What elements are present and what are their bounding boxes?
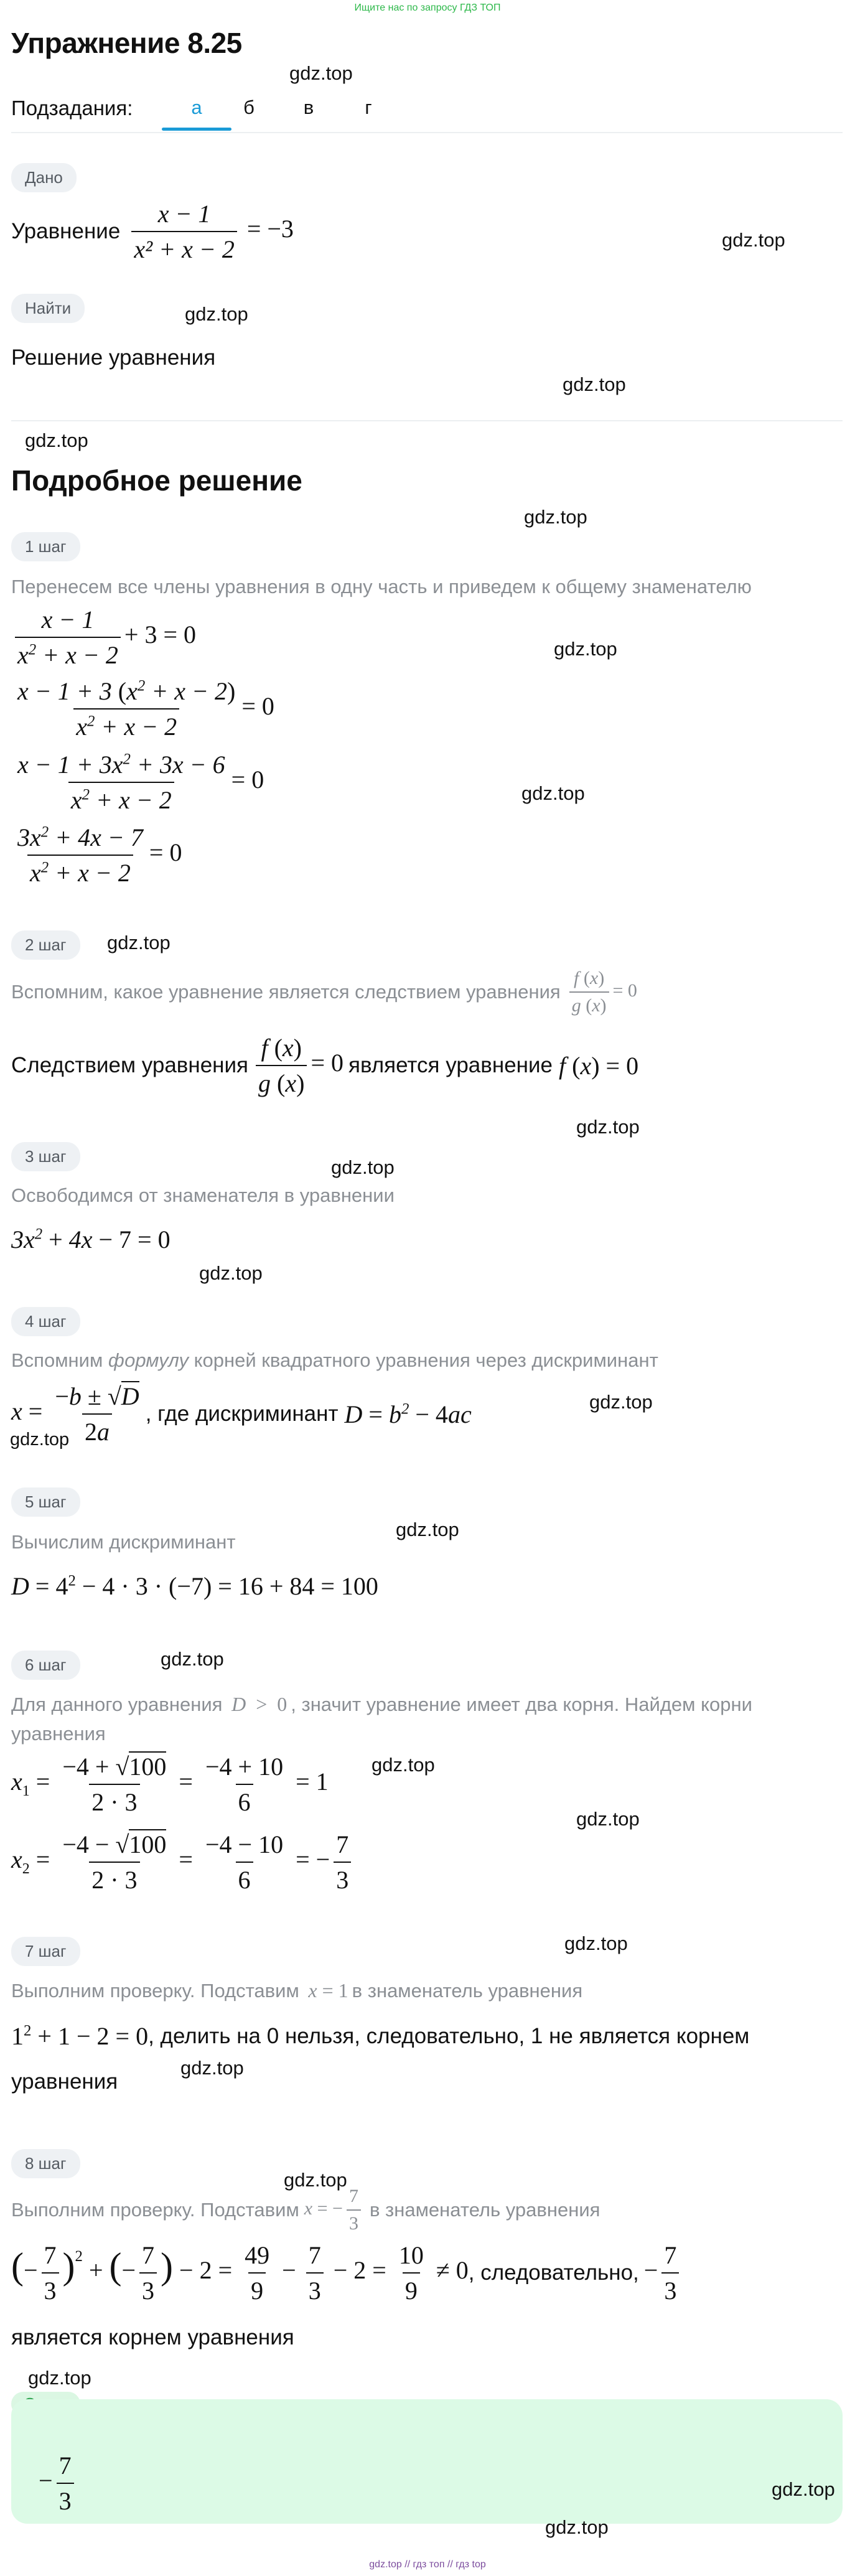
step-6-eq-1: $x_1$ = $\frac{-4 + √100}{2 \cdot 3}$ = $\frac{-4 + 10}{6}$ = 1 <box>11 1753 329 1816</box>
active-tab-indicator <box>162 128 231 131</box>
watermark: gdz.top <box>576 1116 640 1138</box>
watermark: gdz.top <box>589 1391 653 1413</box>
step-2-text-a: Следствием уравнения <box>11 1053 249 1077</box>
step-1-eq-4: $\frac{3x^2 + 4x - 7}{x^2 + x - 2}$ = 0 <box>17 823 182 887</box>
step-4-text: , где дискриминант <box>145 1402 339 1426</box>
step-2-desc: Вспомним, какое уравнение является следствием уравнения $\frac{f (x)}{g (x)}$ = 0 <box>11 968 637 1016</box>
tab-b[interactable]: б <box>243 96 255 118</box>
given-denominator: x² + x − 2 <box>131 231 236 264</box>
divider <box>11 420 843 421</box>
footer: gdz.top // гдз топ // гдз top <box>369 2559 486 2570</box>
subtasks-label: Подзадания: <box>11 96 133 119</box>
watermark: gdz.top <box>25 429 88 451</box>
step-8-desc-a: Выполним проверку. Подставим <box>11 2199 299 2221</box>
watermark: gdz.top <box>521 782 585 804</box>
step-1-eq-1: $\frac{x - 1}{x^2 + x - 2}$ + 3 = 0 <box>11 605 196 670</box>
step-3-chip: 3 шаг <box>11 1142 80 1171</box>
step-4-desc-b: корней квадратного уравнения через дискриминант <box>188 1349 658 1371</box>
step-6-desc: Для данного уравнения D > 0 , значит уравнение имеет два корня. Найдем корни <box>11 1693 752 1715</box>
watermark: gdz.top <box>722 229 785 251</box>
page-title: Упражнение 8.25 <box>11 27 242 59</box>
watermark: gdz.top <box>524 506 587 528</box>
step-8-chip: 8 шаг <box>11 2149 80 2178</box>
step-7-desc-b: в знаменатель уравнения <box>352 1980 583 2002</box>
solution-title: Подробное решение <box>11 464 302 497</box>
step-2-statement: Следствием уравнения $\frac{f (x)}{g (x)}$ = 0 является уравнение f (x) = 0 <box>11 1034 639 1097</box>
step-7-desc: Выполним проверку. Подставим x = 1 в знаменатель уравнения <box>11 1979 583 2002</box>
given-chip: Дано <box>11 163 77 192</box>
watermark: gdz.top <box>180 2057 244 2079</box>
watermark: gdz.top <box>371 1754 435 1776</box>
step-7-text-b: уравнения <box>11 2069 118 2094</box>
step-8-desc: Выполним проверку. Подставим x = − $\frac{7}{3}$ в знаменатель уравнения <box>11 2186 600 2234</box>
watermark: gdz.top <box>331 1156 395 1178</box>
step-3-desc: Освободимся от знаменателя в уравнении <box>11 1184 395 1206</box>
tab-v[interactable]: в <box>303 96 314 118</box>
step-1-chip: 1 шаг <box>11 532 80 561</box>
find-text: Решение уравнения <box>11 345 216 370</box>
watermark: gdz.top <box>576 1808 640 1830</box>
step-6-desc-b: , значит уравнение имеет два корня. Найдем корни <box>291 1693 752 1715</box>
step-1-eq-2: $\frac{x - 1 + 3 (x^2 + x - 2)}{x^2 + x - 2}$ = 0 <box>17 677 274 741</box>
watermark: gdz.top <box>772 2478 835 2500</box>
step-7-desc-a: Выполним проверку. Подставим <box>11 1980 299 2002</box>
step-6-eq-2: $x_2$ = $\frac{-4 - √100}{2 \cdot 3}$ = $\frac{-4 - 10}{6}$ = − $\frac{7}{3}$ <box>11 1830 355 1895</box>
find-chip: Найти <box>11 294 85 323</box>
answer-value: − $\frac{7}{3}$ <box>39 2451 78 2516</box>
step-2-desc-text: Вспомним, какое уравнение является следствием уравнения <box>11 981 561 1003</box>
divider <box>11 132 843 133</box>
step-6-desc-c: уравнения <box>11 1723 106 1745</box>
step-5-chip: 5 шаг <box>11 1487 80 1517</box>
step-4-desc-a: Вспомним <box>11 1349 108 1371</box>
step-8-text-b: является корнем уравнения <box>11 2325 294 2349</box>
step-8-text-a: , следовательно, <box>468 2260 639 2285</box>
watermark: gdz.top <box>563 373 626 395</box>
step-1-eq-3: $\frac{x - 1 + 3x^2 + 3x - 6}{x^2 + x - 2}$ = 0 <box>17 751 264 814</box>
watermark: gdz.top <box>396 1519 459 1540</box>
answer-box <box>11 2399 843 2524</box>
step-4-chip: 4 шаг <box>11 1307 80 1336</box>
step-2-text-b: является уравнение <box>348 1053 553 1077</box>
given-rhs: = −3 <box>246 215 294 243</box>
step-7-statement: $1^2 + 1 - 2 = 0$ , делить на 0 нельзя, следовательно, 1 не является корнем <box>11 2022 750 2050</box>
step-4-desc-em: формулу <box>108 1349 189 1371</box>
step-8-statement: (− $\frac{7}{3}$ )$^2$ + (− $\frac{7}{3}$ ) − 2 = $\frac{49}{9}$ − $\frac{7}{3}$ − 2 = $\frac{10}{9}$ ≠ 0 , следовательно, − $\frac{7}{3}$ <box>11 2241 683 2305</box>
top-banner: Ищите нас по запросу ГДЗ ТОП <box>354 2 501 13</box>
step-6-chip: 6 шаг <box>11 1651 80 1680</box>
step-4-formula: x = $\frac{-b \pm √D}{2a}$ , где дискриминант $D = b^2 - 4ac$ <box>11 1382 472 1446</box>
step-8-desc-b: в знаменатель уравнения <box>369 2199 600 2221</box>
step-6-desc-a: Для данного уравнения <box>11 1693 223 1715</box>
tab-a[interactable]: а <box>191 96 202 118</box>
step-5-desc: Вычислим дискриминант <box>11 1531 236 1553</box>
watermark: gdz.top <box>185 303 248 325</box>
watermark: gdz.top <box>284 2169 347 2191</box>
watermark: gdz.top <box>28 2367 91 2389</box>
watermark: gdz.top <box>10 1430 70 1450</box>
watermark: gdz.top <box>545 2516 609 2538</box>
watermark: gdz.top <box>161 1648 224 1670</box>
watermark: gdz.top <box>554 638 617 660</box>
step-2-chip: 2 шаг <box>11 930 80 960</box>
tab-g[interactable]: г <box>365 96 372 118</box>
step-1-desc: Перенесем все члены уравнения в одну часть и приведем к общему знаменателю <box>11 576 752 597</box>
step-4-desc <box>11 1349 658 1372</box>
given-numerator: x − 1 <box>157 200 211 228</box>
watermark: gdz.top <box>289 62 353 84</box>
given-equation <box>11 199 294 264</box>
watermark: gdz.top <box>564 1932 628 1954</box>
step-3-eq: $3x^2 + 4x - 7 = 0$ <box>11 1225 171 1253</box>
given-text: Уравнение <box>11 219 121 243</box>
step-5-eq: $D = 4^2 - 4 \cdot 3 \cdot (-7) = 16 + 84 = 100$ <box>11 1572 378 1600</box>
watermark: gdz.top <box>199 1262 263 1284</box>
step-7-chip: 7 шаг <box>11 1937 80 1966</box>
watermark: gdz.top <box>107 932 171 953</box>
step-7-text-a: , делить на 0 нельзя, следовательно, 1 не является корнем <box>148 2023 750 2048</box>
